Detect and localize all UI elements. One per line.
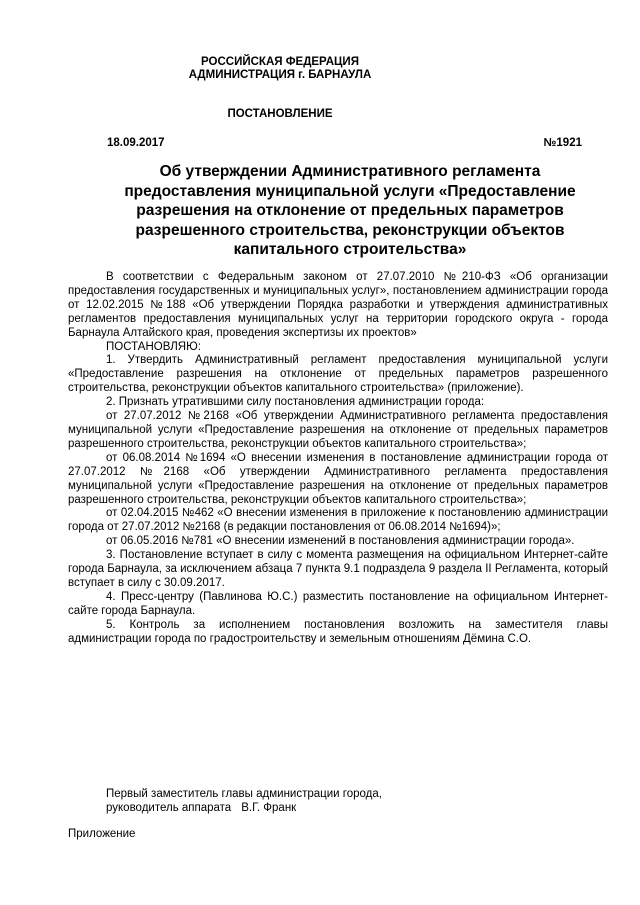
document-number: №1921 [543,137,582,149]
title-line: предоставления муниципальной услуги «Предоставление [124,182,576,200]
signature-block [106,787,382,815]
clause-2: 2. Признать утратившими силу постановления администрации города: [106,396,485,409]
appendix-label: Приложение [68,828,136,840]
clause-4: 4. Пресс-центру (Павлинова Ю.С.) разместить постановление на официальном Интернет-сайте города Барнаула. [68,590,608,617]
title-line: разрешения на отклонение от предельных параметров [136,202,564,219]
clause-1: 1. Утвердить Административный регламент предоставления муниципальной услуги «Предоставление разрешения на отклонение от предельных параметров разрешенного строительства, реконструкции объектов капитального строительства» (приложение). [68,354,608,395]
document-type: ПОСТАНОВЛЕНИЕ [227,108,333,120]
country-heading: РОССИЙСКАЯ ФЕДЕРАЦИЯ [201,56,359,68]
signer-row [106,801,382,815]
preamble-paragraph: В соответствии с Федеральным законом от 27.07.2010 №210-ФЗ «Об организации предоставления государственных и муниципальных услуг», постановлением администрации города от 12.02.2015 №188 «Об утверждении Порядка разработки и утверждения административных регламентов предоставления муниципальных услуг на территории городского округа - города Барнаула Алтайского края, проведения экспертизы их проектов» [68,271,608,339]
resolve-heading: ПОСТАНОВЛЯЮ: [106,340,201,353]
title-line: Об утверждении Административного регламента [159,163,541,180]
signer-position-2: руководитель аппарата [106,802,232,814]
clause-2-item-b: от 06.08.2014 №1694 «О внесении изменения в постановление администрации города от 27.07.2012 №2168 «Об утверждении Административного регламента предоставления муниципальной услуги «Предоставление разрешения на отклонение от предельных параметров разрешенного строительства, реконструкции объектов капитального строительства»; [68,451,608,506]
administration-heading: АДМИНИСТРАЦИЯ г. БАРНАУЛА [188,69,372,81]
clause-2-item-a: от 27.07.2012 №2168 «Об утверждении Административного регламента предоставления муниципальной услуги «Предоставление разрешения на отклонение от предельных параметров разрешенного строительства, реконструкции объектов капитального строительства»; [68,410,608,450]
clause-3: 3. Постановление вступает в силу с момента размещения на официальном Интернет-сайте города Барнаула, за исключением абзаца 7 пункта 9.1 подраздела 9 раздела II Регламента, который вступает в силу с 30.09.2017. [68,549,608,589]
title-line: разрешенного строительства, реконструкции объектов [135,221,565,239]
clause-5: 5. Контроль за исполнением постановления возложить на заместителя главы администрации города по градостроительству и земельным отношениям Дёмина С.О. [68,618,608,645]
document-body [68,271,608,646]
clause-2-item-d: от 06.05.2016 №781 «О внесении изменений в постановления администрации города». [106,535,575,548]
signer-name: В.Г. Франк [241,802,297,814]
title-line: капитального строительства» [233,241,467,258]
clause-2-item-c: от 02.04.2015 №462 «О внесении изменения в приложение к постановлению администрации города от 27.07.2012 №2168 (в редакции постановления от 06.08.2014 №1694)»; [68,507,608,534]
document-date: 18.09.2017 [107,137,165,149]
document-title [100,162,600,260]
signer-position: Первый заместитель главы администрации города, [106,788,382,800]
